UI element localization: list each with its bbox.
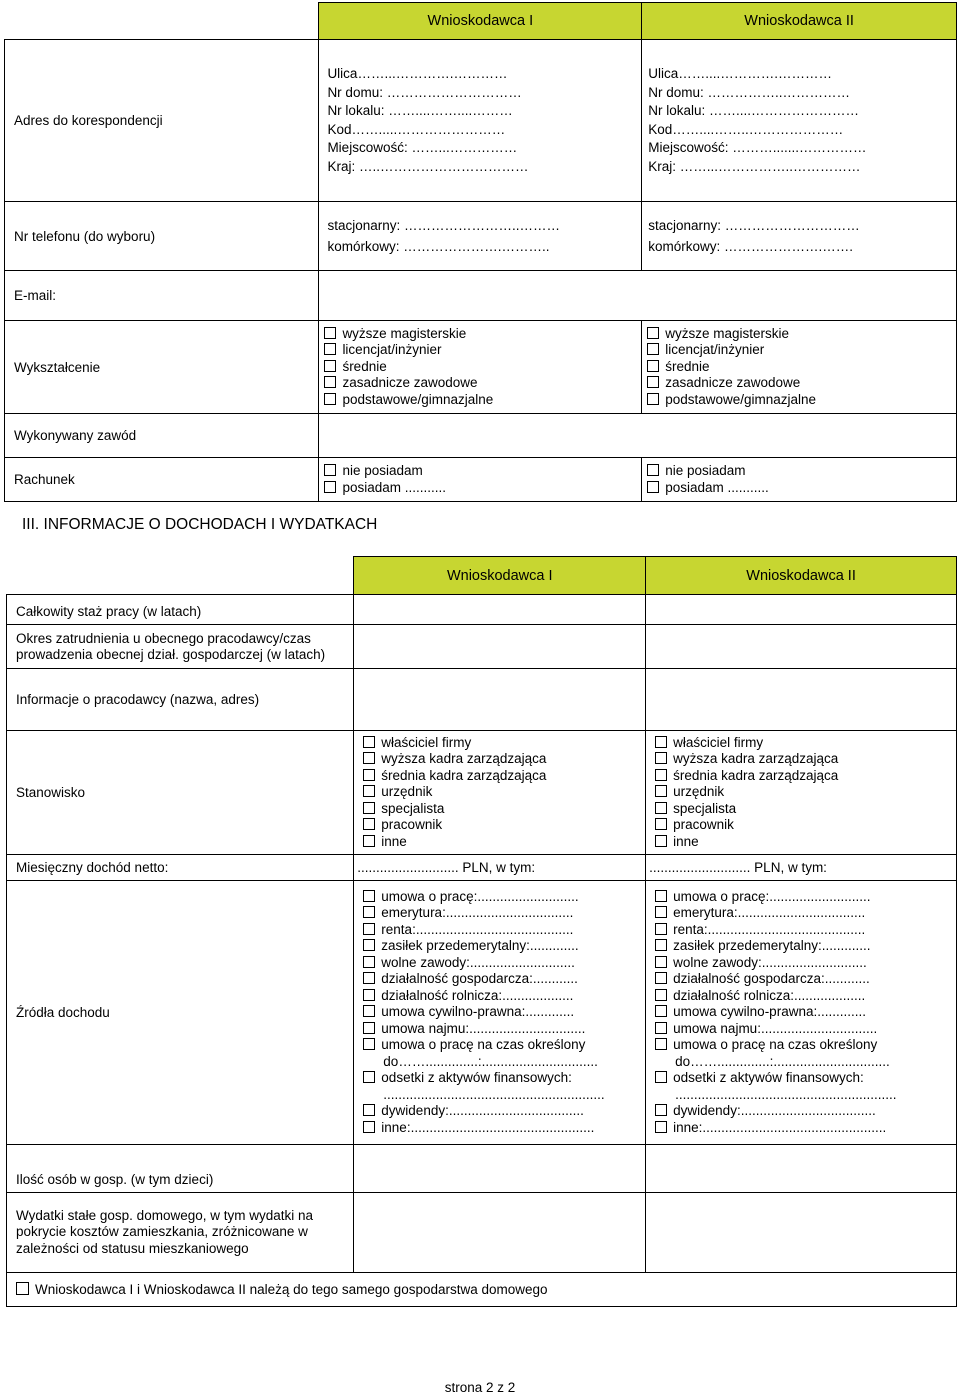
- checkbox-icon[interactable]: [324, 343, 336, 355]
- fixed-expenses-applicant-2[interactable]: [646, 1193, 957, 1273]
- checkbox-icon[interactable]: [647, 376, 659, 388]
- income-source-item[interactable]: działalność gospodarcza:............: [655, 971, 956, 988]
- net-income-label: Miesięczny dochód netto:: [7, 855, 354, 881]
- checkbox-icon[interactable]: [363, 736, 375, 748]
- income-source-item[interactable]: umowa najmu:...............................: [655, 1021, 956, 1038]
- address-applicant-2[interactable]: [642, 40, 957, 202]
- income-source-item[interactable]: działalność rolnicza:...................: [363, 988, 645, 1005]
- email-label: E-mail:: [5, 271, 319, 321]
- education-option[interactable]: wyższe magisterskie: [324, 326, 641, 343]
- checkbox-icon[interactable]: [324, 464, 336, 476]
- checkbox-icon[interactable]: [363, 1005, 375, 1017]
- checkbox-icon[interactable]: [655, 1005, 667, 1017]
- account-option[interactable]: nie posiadam: [647, 463, 956, 480]
- checkbox-icon[interactable]: [647, 481, 659, 493]
- income-source-item[interactable]: renta:..........................................: [655, 922, 956, 939]
- position-option[interactable]: urzędnik: [655, 784, 956, 801]
- checkbox-icon[interactable]: [363, 1022, 375, 1034]
- same-household-label: Wnioskodawca I i Wnioskodawca II należą do tego samego gospodarstwa domowego: [35, 1282, 548, 1297]
- education-option[interactable]: licencjat/inżynier: [324, 342, 641, 359]
- position-option[interactable]: właściciel firmy: [655, 735, 956, 752]
- checkbox-icon[interactable]: [363, 972, 375, 984]
- postal-code-field[interactable]: Kod…….....……………………: [327, 121, 506, 137]
- account-applicant-1: [319, 458, 642, 502]
- checkbox-icon[interactable]: [363, 890, 375, 902]
- checkbox-icon[interactable]: [363, 923, 375, 935]
- income-source-item[interactable]: zasiłek przedemerytalny:.............: [363, 938, 645, 955]
- seniority-applicant-2[interactable]: [646, 595, 957, 625]
- checkbox-icon[interactable]: [647, 327, 659, 339]
- income-source-item[interactable]: do……..............:...............................: [675, 1053, 890, 1069]
- phone-label: Nr telefonu (do wyboru): [5, 202, 319, 271]
- country-field[interactable]: Kraj: …..……………………………: [327, 158, 529, 174]
- fixed-expenses-applicant-1[interactable]: [354, 1193, 646, 1273]
- checkbox-icon[interactable]: [363, 752, 375, 764]
- income-source-item[interactable]: umowa o pracę:...........................: [655, 889, 956, 906]
- income-sources-list: [363, 889, 645, 1137]
- education-option[interactable]: średnie: [324, 359, 641, 376]
- checkbox-icon[interactable]: [363, 1121, 375, 1133]
- position-option[interactable]: średnia kadra zarządzająca: [363, 768, 645, 785]
- checkbox-icon[interactable]: [363, 1038, 375, 1050]
- seniority-label: Całkowity staż pracy (w latach): [7, 595, 354, 625]
- column-header-applicant-2: Wnioskodawca II: [642, 3, 957, 40]
- household-size-applicant-1[interactable]: [354, 1145, 646, 1193]
- income-source-item[interactable]: renta:..........................................: [363, 922, 645, 939]
- address-label: Adres do korespondencji: [5, 40, 319, 202]
- position-applicant-2: [646, 731, 957, 855]
- position-option[interactable]: wyższa kadra zarządzająca: [363, 751, 645, 768]
- account-option[interactable]: posiadam ...........: [647, 480, 956, 497]
- position-option[interactable]: wyższa kadra zarządzająca: [655, 751, 956, 768]
- income-source-item[interactable]: odsetki z aktywów finansowych:: [655, 1070, 956, 1087]
- header-empty-cell: [7, 557, 354, 595]
- education-applicant-1: [319, 321, 642, 414]
- landline-field[interactable]: stacjonarny: …………………………: [648, 218, 860, 233]
- checkbox-icon[interactable]: [363, 802, 375, 814]
- checkbox-icon[interactable]: [655, 972, 667, 984]
- employer-info-applicant-2[interactable]: [646, 669, 957, 731]
- position-option[interactable]: specjalista: [363, 801, 645, 818]
- postal-code-field[interactable]: Kod……....……..…………………: [648, 121, 844, 137]
- employment-period-applicant-1[interactable]: [354, 625, 646, 669]
- income-source-item[interactable]: wolne zawody:............................: [655, 955, 956, 972]
- city-field[interactable]: Miejscowość: ……….......……………: [648, 140, 867, 155]
- income-source-item[interactable]: umowa o pracę:...........................: [363, 889, 645, 906]
- checkbox-icon[interactable]: [655, 752, 667, 764]
- checkbox-icon[interactable]: [655, 939, 667, 951]
- seniority-applicant-1[interactable]: [354, 595, 646, 625]
- income-source-item[interactable]: umowa o pracę na czas określony: [655, 1037, 956, 1054]
- city-field[interactable]: Miejscowość: ……...……………: [327, 140, 518, 155]
- checkbox-icon[interactable]: [655, 923, 667, 935]
- checkbox-icon[interactable]: [363, 818, 375, 830]
- checkbox-icon[interactable]: [363, 785, 375, 797]
- position-option[interactable]: właściciel firmy: [363, 735, 645, 752]
- checkbox-icon[interactable]: [324, 393, 336, 405]
- education-label: Wykształcenie: [5, 321, 319, 414]
- position-option[interactable]: pracownik: [655, 817, 956, 834]
- net-income-applicant-2[interactable]: ........................... PLN, w tym:: [646, 855, 957, 881]
- checkbox-icon[interactable]: [363, 1104, 375, 1116]
- checkbox-icon[interactable]: [363, 1071, 375, 1083]
- account-label: Rachunek: [5, 458, 319, 502]
- income-source-item[interactable]: działalność gospodarcza:............: [363, 971, 645, 988]
- street-field[interactable]: Ulica……....………….…………: [648, 66, 832, 81]
- income-source-item[interactable]: wolne zawody:............................: [363, 955, 645, 972]
- checkbox-icon[interactable]: [324, 327, 336, 339]
- flat-number-field[interactable]: Nr lokalu: ……....……………………: [648, 103, 859, 118]
- income-source-item[interactable]: emerytura:..................................: [655, 905, 956, 922]
- same-household-row[interactable]: [7, 1273, 957, 1307]
- net-income-applicant-1[interactable]: ........................... PLN, w tym:: [354, 855, 646, 881]
- position-option[interactable]: specjalista: [655, 801, 956, 818]
- checkbox-icon[interactable]: [655, 802, 667, 814]
- checkbox-icon[interactable]: [363, 835, 375, 847]
- checkbox-icon[interactable]: [655, 1121, 667, 1133]
- income-source-item[interactable]: umowa o pracę na czas określony: [363, 1037, 645, 1054]
- street-field[interactable]: Ulica……...………….…………: [327, 66, 508, 81]
- address-applicant-1[interactable]: [319, 40, 642, 202]
- employment-period-applicant-2[interactable]: [646, 625, 957, 669]
- income-source-item[interactable]: ...........................................................: [383, 1086, 605, 1102]
- flat-number-field[interactable]: Nr lokalu: ……....……....………: [327, 103, 513, 118]
- checkbox-icon[interactable]: [647, 464, 659, 476]
- checkbox-icon[interactable]: [647, 393, 659, 405]
- checkbox-icon[interactable]: [655, 1022, 667, 1034]
- column-header-applicant-1: Wnioskodawca I: [319, 3, 642, 40]
- household-size-applicant-2[interactable]: [646, 1145, 957, 1193]
- income-source-item[interactable]: zasiłek przedemerytalny:.............: [655, 938, 956, 955]
- phone-applicant-2[interactable]: [642, 202, 957, 271]
- checkbox-icon[interactable]: [655, 736, 667, 748]
- email-field[interactable]: [319, 271, 957, 321]
- checkbox-icon[interactable]: [647, 343, 659, 355]
- checkbox-icon[interactable]: [324, 360, 336, 372]
- income-source-item[interactable]: umowa najmu:...............................: [363, 1021, 645, 1038]
- education-option[interactable]: zasadnicze zawodowe: [324, 375, 641, 392]
- account-option[interactable]: nie posiadam: [324, 463, 641, 480]
- checkbox-icon[interactable]: [655, 818, 667, 830]
- income-source-item[interactable]: emerytura:..................................: [363, 905, 645, 922]
- income-source-item[interactable]: inne:.................................................: [363, 1120, 645, 1137]
- education-option[interactable]: podstawowe/gimnazjalne: [647, 392, 956, 409]
- income-sources-applicant-1: [354, 881, 646, 1145]
- education-applicant-2: [642, 321, 957, 414]
- education-option[interactable]: podstawowe/gimnazjalne: [324, 392, 641, 409]
- checkbox-icon[interactable]: [324, 376, 336, 388]
- education-option[interactable]: średnie: [647, 359, 956, 376]
- checkbox-icon[interactable]: [655, 785, 667, 797]
- applicant-contact-table: [4, 2, 957, 502]
- country-field[interactable]: Kraj: ……...……………..……………: [648, 158, 861, 174]
- occupation-field[interactable]: [319, 414, 957, 458]
- position-label: Stanowisko: [7, 731, 354, 855]
- checkbox-icon[interactable]: [16, 1282, 29, 1295]
- checkbox-icon[interactable]: [655, 835, 667, 847]
- income-source-item[interactable]: ...........................................................: [675, 1086, 897, 1102]
- account-applicant-2: [642, 458, 957, 502]
- column-header-applicant-2: Wnioskodawca II: [646, 557, 957, 595]
- income-source-item[interactable]: do……..............:...............................: [383, 1053, 598, 1069]
- income-sources-applicant-2: [646, 881, 957, 1145]
- checkbox-icon[interactable]: [655, 906, 667, 918]
- income-source-item[interactable]: odsetki z aktywów finansowych:: [363, 1070, 645, 1087]
- income-source-item[interactable]: umowa cywilno-prawna:.............: [363, 1004, 645, 1021]
- income-source-item[interactable]: inne:.................................................: [655, 1120, 956, 1137]
- checkbox-icon[interactable]: [363, 956, 375, 968]
- checkbox-icon[interactable]: [363, 989, 375, 1001]
- account-option[interactable]: posiadam ...........: [324, 480, 641, 497]
- position-option[interactable]: inne: [655, 834, 956, 851]
- position-option[interactable]: urzędnik: [363, 784, 645, 801]
- income-source-item[interactable]: dywidendy:....................................: [655, 1103, 956, 1120]
- education-option[interactable]: licencjat/inżynier: [647, 342, 956, 359]
- income-expenses-table: [6, 556, 957, 1307]
- header-empty-cell: [5, 3, 319, 40]
- income-source-item[interactable]: umowa cywilno-prawna:.............: [655, 1004, 956, 1021]
- column-header-applicant-1: Wnioskodawca I: [354, 557, 646, 595]
- position-option[interactable]: pracownik: [363, 817, 645, 834]
- house-number-field[interactable]: Nr domu: ……………..……………: [648, 84, 850, 100]
- checkbox-icon[interactable]: [655, 1038, 667, 1050]
- education-option[interactable]: zasadnicze zawodowe: [647, 375, 956, 392]
- income-source-item[interactable]: dywidendy:....................................: [363, 1103, 645, 1120]
- income-sources-list: [655, 889, 956, 1137]
- position-option[interactable]: średnia kadra zarządzająca: [655, 768, 956, 785]
- checkbox-icon[interactable]: [655, 989, 667, 1001]
- checkbox-icon[interactable]: [655, 956, 667, 968]
- house-number-field[interactable]: Nr domu: …………………………: [327, 84, 522, 100]
- employer-info-applicant-1[interactable]: [354, 669, 646, 731]
- checkbox-icon[interactable]: [324, 481, 336, 493]
- mobile-field[interactable]: komórkowy: ………………….………..: [327, 239, 550, 254]
- position-applicant-1: [354, 731, 646, 855]
- landline-field[interactable]: stacjonarny: ……………………..………: [327, 218, 560, 233]
- mobile-field[interactable]: komórkowy: ………………….…….: [648, 239, 853, 254]
- section-title: III. INFORMACJE O DOCHODACH I WYDATKACH: [22, 516, 378, 533]
- page-number: strona 2 z 2: [444, 1380, 516, 1395]
- employment-period-label: Okres zatrudnienia u obecnego pracodawcy/czas prowadzenia obecnej dział. gospodarczej (w latach): [7, 625, 354, 669]
- checkbox-icon[interactable]: [363, 939, 375, 951]
- fixed-expenses-label: Wydatki stałe gosp. domowego, w tym wydatki na pokrycie kosztów zamieszkania, zróżnicowane w zależności od statusu mieszkaniowego: [7, 1193, 354, 1273]
- occupation-label: Wykonywany zawód: [5, 414, 319, 458]
- checkbox-icon[interactable]: [655, 1104, 667, 1116]
- checkbox-icon[interactable]: [363, 769, 375, 781]
- checkbox-icon[interactable]: [363, 906, 375, 918]
- checkbox-icon[interactable]: [647, 360, 659, 372]
- checkbox-icon[interactable]: [655, 890, 667, 902]
- education-option[interactable]: wyższe magisterskie: [647, 326, 956, 343]
- income-source-item[interactable]: działalność rolnicza:...................: [655, 988, 956, 1005]
- income-sources-label: Źródła dochodu: [7, 881, 354, 1145]
- position-option[interactable]: inne: [363, 834, 645, 851]
- employer-info-label: Informacje o pracodawcy (nazwa, adres): [7, 669, 354, 731]
- checkbox-icon[interactable]: [655, 769, 667, 781]
- household-size-label: Ilość osób w gosp. (w tym dzieci): [7, 1145, 354, 1193]
- phone-applicant-1[interactable]: [319, 202, 642, 271]
- checkbox-icon[interactable]: [655, 1071, 667, 1083]
